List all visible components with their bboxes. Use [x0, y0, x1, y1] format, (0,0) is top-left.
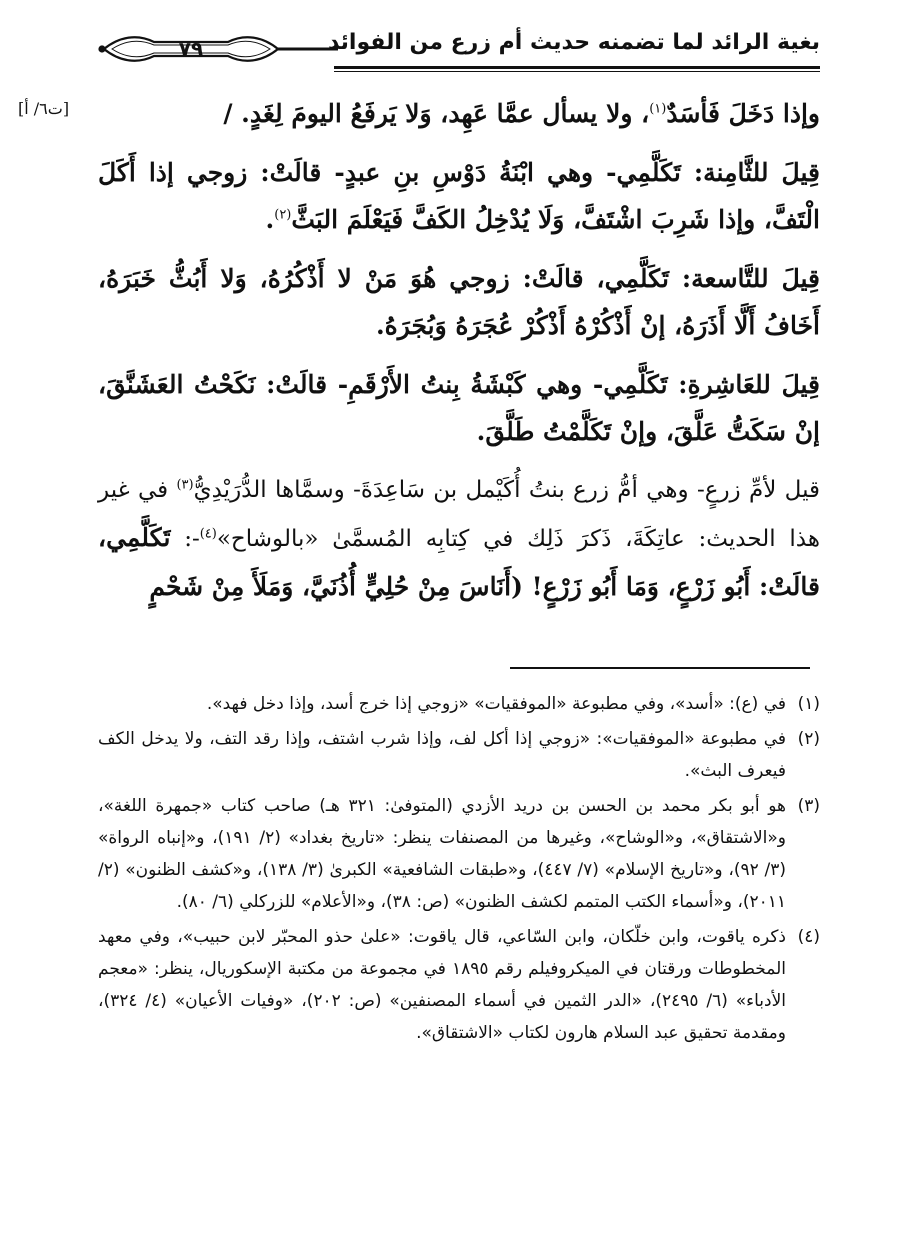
paragraph-1 [98, 90, 820, 137]
paragraph-text: وإذا دَخَلَ فَأسَدٌ [666, 99, 820, 128]
footnote-text: في (ع): «أسد»، وفي مطبوعة «الموفقيات» «زوجي إذا خرج أسد، وإذا دخل فهد». [206, 694, 786, 714]
paragraph-4 [98, 361, 820, 455]
footnote-ref[interactable]: (٤) [199, 526, 217, 542]
paragraph-text: قِيلَ للثَّامِنة: تَكَلَّمِي- وهي ابْنَةُ دَوْسِ بنِ عبدٍ- قالَتْ: زوجي إذا أَكَلَ الْتَفَّ، وإذا شَرِبَ اشْتَفَّ، وَلَا يُدْخِلُ الكَفَّ فَيَعْلَمَ البَثَّ [98, 158, 820, 234]
paragraph-text: قِيلَ للتَّاسعة: تَكَلَّمِي، قالَتْ: زوجي هُوَ مَنْ لا أَذْكُرُهُ، وَلا أَبُثُّ خَبَرَهُ، أَخَافُ أَلَّا أَذَرَهُ، إنْ أَذْكُرْهُ أَذْكُرْ عُجَرَهُ وَبُجَرَهُ. [98, 264, 820, 340]
footnote-4 [98, 921, 820, 1049]
paragraph-text: قيل لأمِّ زرعٍ- وهي أمُّ زرع بنتُ أُكَيْمل بن سَاعِدَةَ- وسمَّاها الدُّرَيْدِيُّ [193, 477, 820, 503]
footnote-number: (١) [797, 694, 820, 714]
main-text [98, 90, 820, 612]
paragraph-2 [98, 149, 820, 243]
paragraph-text: . [265, 205, 275, 234]
footnote-ref[interactable]: (٢) [274, 207, 292, 223]
footnote-text: ذكره ياقوت، وابن خلّكان، وابن السّاعي، قال ياقوت: «علىٰ حذو المحبّر لابن حبيب»، وفي معهد المخطوطات ورقتان في الميكروفيلم رقم ١٨٩٥ في مجموعة من مكتبة الإسكوريال، ينظر: «معجم الأدباء» (٦/ ٢٤٩٥)، «الدر الثمين في أسماء المصنفين» (ص: ٢٠٢)، «وفيات الأعيان» (٤/ ٣٢٤)، ومقدمة تحقيق عبد السلام هارون لكتاب «الاشتقاق». [98, 927, 787, 1043]
manuscript-folio-note: [ت٦/ أ] [18, 99, 70, 118]
footnote-3 [98, 790, 820, 918]
paragraph-5 [98, 467, 820, 612]
footnote-number: (٢) [797, 729, 820, 749]
footnote-ref[interactable]: (١) [649, 101, 667, 117]
paragraph-text: قِيلَ للعَاشِرةِ: تَكَلَّمِي- وهي كَبْشَةُ بِنتُ الأَرْقَمِ- قالَتْ: نَكَحْتُ العَشَنَّقَ، إنْ سَكَتُّ عَلَّقَ، وإنْ تَكَلَّمْتُ طَلَّقَ. [98, 370, 820, 446]
footnotes [98, 688, 820, 1052]
paragraph-text: في غير هذا الحديث: عاتِكَةَ، ذَكرَ ذَلِك في كِتابِه المُسمَّىٰ «بالوشاح» [98, 477, 820, 552]
header-title: بغية الرائد لما تضمنه حديث أم زرع من الفوائد [327, 30, 820, 55]
footnote-number: (٣) [797, 796, 820, 816]
page-number: ٧٩ [178, 37, 204, 61]
quoted-speech: تَكَلَّمِي، قالَتْ: أَبُو زَرْعٍ، وَمَا أَبُو زَرْعٍ! (أَنَاسَ مِنْ حُلِيٍّ أُذُنَيَّ، وَمَلَأَ مِنْ شَحْمٍ [98, 523, 820, 601]
paragraph-text: ، ولا يسأل عمَّا عَهِد، وَلا يَرفَعُ اليومَ لِغَدٍ. / [223, 99, 650, 128]
footnote-ref[interactable]: (٣) [176, 477, 194, 493]
footnote-2 [98, 723, 820, 787]
running-header [98, 28, 820, 72]
footnote-number: (٤) [797, 927, 820, 947]
paragraph-text: -: [170, 526, 200, 552]
footnote-1 [98, 688, 820, 720]
footnote-text: هو أبو بكر محمد بن الحسن بن دريد الأزدي (المتوفىٰ: ٣٢١ هـ) صاحب كتاب «جمهرة اللغة»، و«الاشتقاق»، و«الوشاح»، وغيرها من المصنفات ينظر: «تاريخ بغداد» (٢/ ١٩١)، و«إنباه الرواة» (٣/ ٩٢)، و«تاريخ الإسلام» (٧/ ٤٤٧)، و«طبقات الشافعية» الكبرىٰ (٣/ ١٣٨)، و«كشف الظنون» (٢/ ٢٠١١)، و«أسماء الكتب المتمم لكشف الظنون» (ص: ٣٨)، و«الأعلام» للزركلي (٦/ ٨٠). [98, 796, 787, 912]
footnote-text: في مطبوعة «الموفقيات»: «زوجي إذا أكل لف، وإذا شرب اشتف، وإذا رقد التف، ولا يدخل الكف فيعرف البث». [98, 729, 786, 781]
paragraph-3 [98, 255, 820, 349]
footnote-separator [510, 667, 810, 669]
